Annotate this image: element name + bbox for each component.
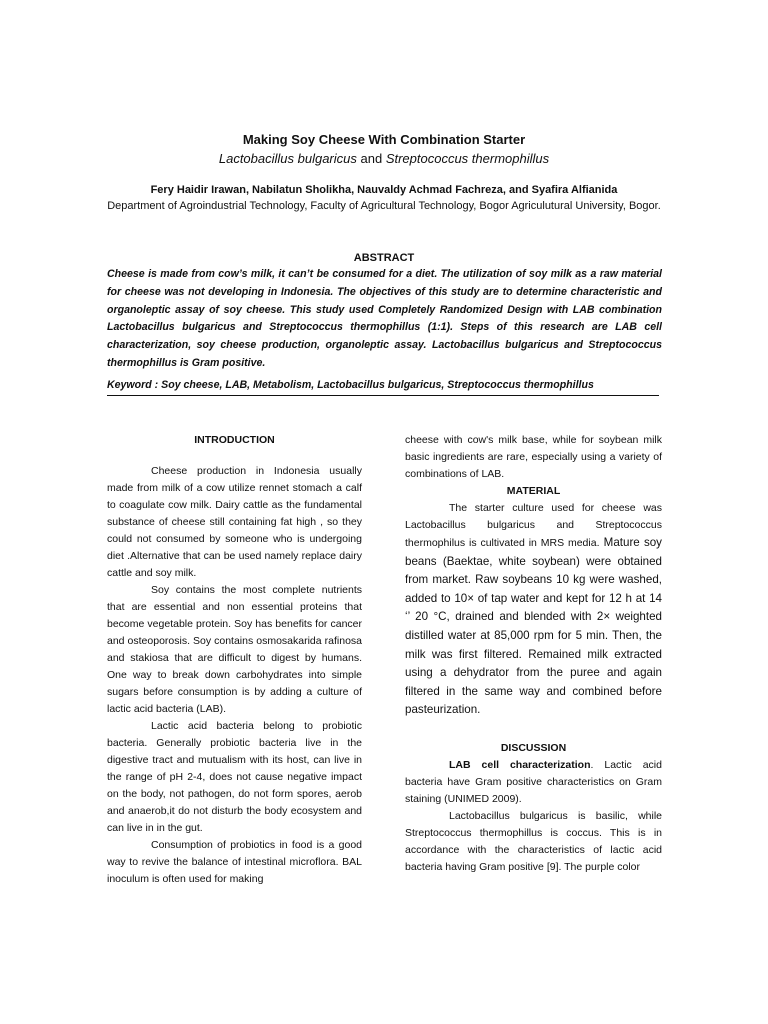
lab-cell-characterization-label: LAB cell characterization <box>449 758 591 771</box>
introduction-heading: INTRODUCTION <box>194 434 275 446</box>
material-text: The starter culture used for cheese was Lactobacillus bulgaricus and Streptococcus thermophilus is cultivated in MRS media. <box>405 502 662 549</box>
discussion-paragraph-2: Lactobacillus bulgaricus is basilic, while Streptococcus thermophillus is coccus. This is in accordance with the characteristics of lactic acid bacteria having Gram positive [9]. The purple color <box>405 809 662 873</box>
right-column <box>405 432 662 876</box>
intro-paragraph-2: Soy contains the most complete nutrients that are essential and non essential proteins that become vegetable protein. Soy has benefits for cancer and osteoporosis. Soy contains osmosakarida rafinosa and stakiosa that are difficult to digest by humans. One way to break down carbohydrates into simple sugars before consumption is by adding a culture of lactic acid bacteria (LAB). <box>107 584 362 715</box>
paper-title: Making Soy Cheese With Combination Starter <box>242 132 526 147</box>
keyword-divider <box>107 395 659 396</box>
intro-paragraph-4: Consumption of probiotics in food is a good way to revive the balance of intestinal microflora. BAL inoculum is often used for making <box>107 839 362 885</box>
material-text-procedure: Mature soy beans (Baektae, white soybean) were obtained from market. Raw soybeans 10 kg were washed, added to 10× of tap water and kept for 12 h at 14 ‘’ 20 °C, drained and blended with 2× weighted distilled water at 85,000 rpm for 5 min. Then, the milk was first filtered. Remained milk extracted using a dehydrator from the puree and again filtered in the same way and combined before pasteurization. <box>405 536 662 717</box>
intro-continued: cheese with cow's milk base, while for soybean milk basic ingredients are rare, especially using a variety of combinations of LAB. <box>405 434 662 480</box>
affiliation: Department of Agroindustrial Technology, Faculty of Agricultural Technology, Bogor Agriculutural University, Bogor. <box>107 200 661 212</box>
discussion-text-1: . Lactic acid bacteria have Gram positive characteristics on Gram staining (UNIMED 2009). <box>405 758 662 805</box>
spacer <box>107 449 362 463</box>
intro-paragraph-1: Cheese production in Indonesia usually made from milk of a cow utilize rennet stomach a calf to coagulate cow milk. Dairy cattle as the fundamental substance of cheese still containing fat high , so they could not consumed by someone who is undergoing diet .Alternative that can be used namely replace dairy cattle and soy milk. <box>107 465 362 579</box>
subtitle-conjunction: and <box>356 151 386 166</box>
abstract-text: Cheese is made from cow’s milk, it can’t be consumed for a diet. The utilization of soy milk as a raw material for cheese was not developing in Indonesia. The objectives of this study are to determine characteristic and organoleptic assay of soy cheese. This study used Completely Randomized Design with LAB combination Lactobacillus bulgaricus and Streptococcus thermophillus (1:1). Steps of this research are LAB cell characterization, soy cheese production, organoleptic assay. Lactobacillus bulgaricus and Streptococcus thermophillus is Gram positive. <box>107 268 662 369</box>
discussion-heading: DISCUSSION <box>500 741 567 754</box>
spacer <box>405 720 662 740</box>
paper-subtitle <box>0 150 768 168</box>
subtitle-species-2: Streptococcus thermophillus <box>385 151 550 166</box>
left-column <box>107 432 362 888</box>
author-list: Fery Haidir Irawan, Nabilatun Sholikha, Nauvaldy Achmad Fachreza, and Syafira Alfianida <box>150 184 618 196</box>
material-heading: MATERIAL <box>506 485 561 497</box>
intro-paragraph-3: Lactic acid bacteria belong to probiotic bacteria. Generally probiotic bacteria live in the digestive tract and mutualism with its host, can live in the range of pH 2-4, does not cause negative impact on the body, not pathogen, do not form spores, aerob and anaerob,it do not disturb the body ecosystem and can live in in the gut. <box>107 720 362 834</box>
abstract-heading: ABSTRACT <box>353 252 415 264</box>
material-paragraph <box>405 500 662 720</box>
discussion-paragraph-1 <box>405 757 662 808</box>
keywords: Keyword : Soy cheese, LAB, Metabolism, Lactobacillus bulgaricus, Streptococcus thermophillus <box>107 379 594 391</box>
subtitle-species-1: Lactobacillus bulgaricus <box>218 151 357 166</box>
